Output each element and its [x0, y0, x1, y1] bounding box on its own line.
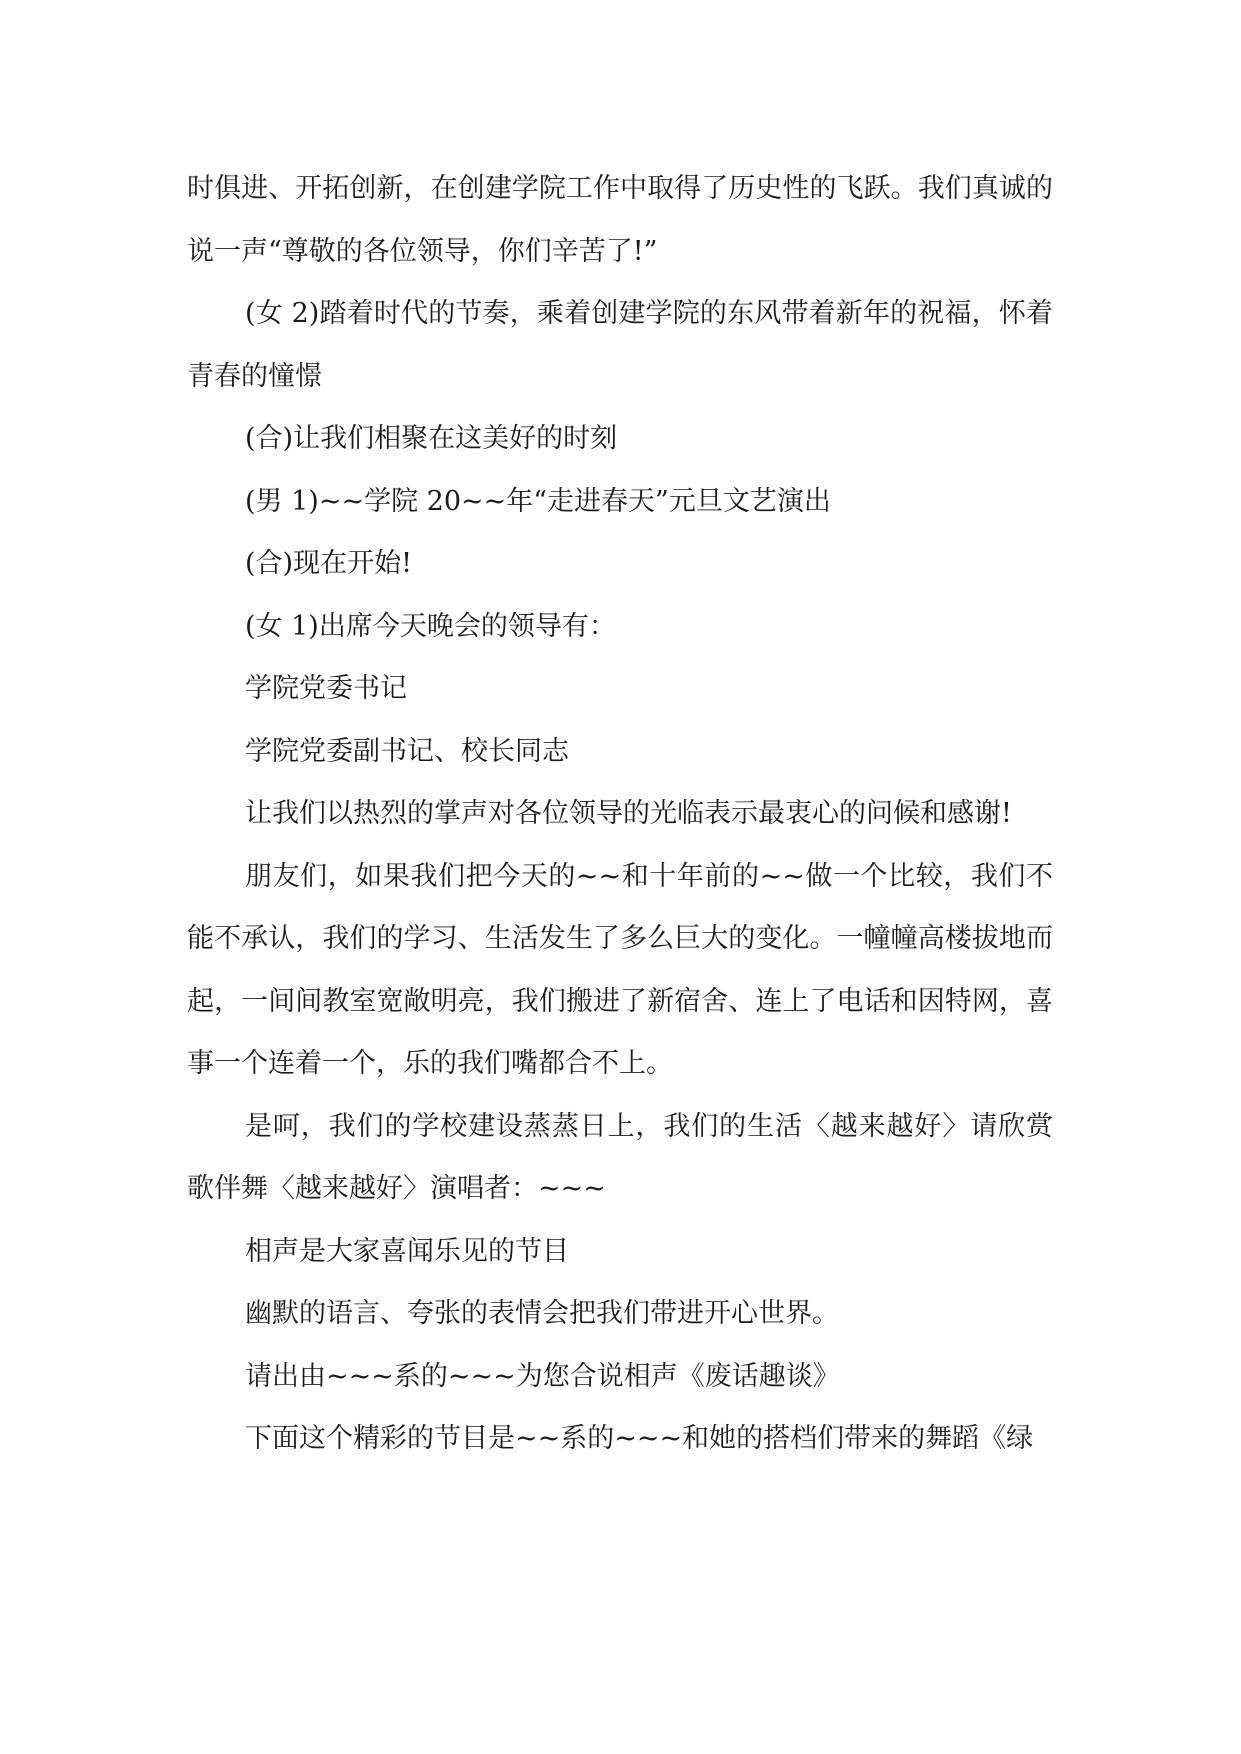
paragraph: (女 1)出席今天晚会的领导有： — [245, 610, 616, 642]
paragraph: 幽默的语言、夸张的表情会把我们带进开心世界。 — [245, 1298, 839, 1329]
paragraph: 让我们以热烈的掌声对各位领导的光临表示最衷心的问候和感谢! — [245, 798, 1012, 829]
paragraph: 时俱进、开拓创新，在创建学院工作中取得了历史性的飞跃。我们真诚的说一声“尊敬的各位领导，你们辛苦了!” — [187, 173, 1053, 267]
paragraph: 下面这个精彩的节目是~~系的~~~和她的搭档们带来的舞蹈《绿 — [245, 1423, 1034, 1454]
paragraph: (男 1)~~学院 20~~年“走进春天”元旦文艺演出 — [245, 485, 831, 517]
paragraph: (合)让我们相聚在这美好的时刻 — [245, 423, 618, 454]
paragraph: (女 2)踏着时代的节奏，乘着创建学院的东风带着新年的祝福，怀着青春的憧憬 — [187, 298, 1053, 392]
paragraph: 朋友们，如果我们把今天的~~和十年前的~~做一个比较，我们不能不承认，我们的学习、生活发生了多么巨大的变化。一幢幢高楼拔地而起，一间间教室宽敞明亮，我们搬进了新宿舍、连上了电话和因特网，喜事一个连着一个，乐的我们嘴都合不上。 — [187, 860, 1053, 1079]
document-body — [187, 158, 1053, 1471]
paragraph: 学院党委书记 — [245, 673, 407, 704]
paragraph: 学院党委副书记、校长同志 — [245, 735, 569, 767]
paragraph: (合)现在开始! — [245, 548, 412, 579]
paragraph: 是呵，我们的学校建设蒸蒸日上，我们的生活〈越来越好〉请欣赏歌伴舞〈越来越好〉演唱者：~~~ — [187, 1110, 1053, 1204]
paragraph: 请出由~~~系的~~~为您合说相声《废话趣谈》 — [245, 1360, 840, 1392]
paragraph: 相声是大家喜闻乐见的节目 — [245, 1235, 569, 1267]
